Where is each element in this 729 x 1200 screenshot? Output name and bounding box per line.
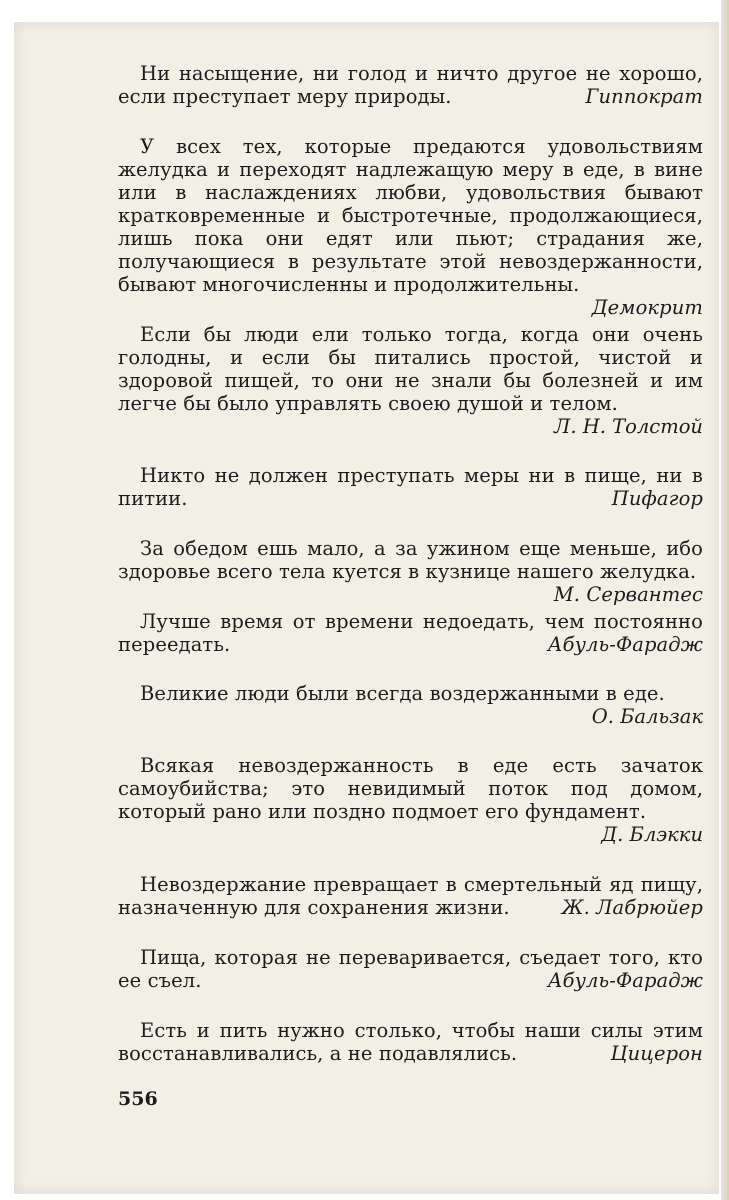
quote-author: Демокрит [591,296,703,319]
quote-text: Лучше время от времени недоедать, чем постоянно переедать. [118,610,703,656]
quote-text: За обедом ешь мало, а за ужином еще меньше, ибо здоровье всего тела куется в кузнице нашего желудка. [118,537,703,583]
quote-author: Абуль-Фарадж [547,969,703,992]
quotes-column [118,62,703,1065]
quote-author: Цицерон [610,1042,703,1065]
quote-text: Пища, которая не переваривается, съедает того, кто ее съел. [118,946,703,992]
quote-cicero [118,1019,703,1065]
quote-pythagoras [118,464,703,510]
quote-balzac [118,682,703,728]
quote-text: Никто не должен преступать меры ни в пище, ни в питии. [118,464,703,510]
quote-text: Всякая невоздержанность в еде есть зачаток самоубийства; это невидимый поток под домом, который рано или поздно подмоет его фундамент. [118,754,703,823]
page-edge [721,0,729,1200]
quote-cervantes [118,537,703,606]
quote-author: М. Сервантес [553,583,703,606]
page-number: 556 [118,1088,158,1110]
quote-author: Пифагор [611,487,703,510]
quote-author: Гиппократ [585,85,703,108]
quote-blackie [118,754,703,846]
quote-author: О. Бальзак [591,705,703,728]
quote-text: Ни насыщение, ни голод и ничто другое не хорошо, если преступает меру природы. [118,62,703,108]
quote-text: Есть и пить нужно столько, чтобы наши силы этим восстанавливались, а не подавлялись. [118,1019,703,1065]
quote-text: Великие люди были всегда воздержанными в еде. [140,682,665,705]
quote-abul-faraj-1 [118,610,703,656]
quote-democritus [118,135,703,319]
quote-author: Л. Н. Толстой [554,415,703,438]
quote-text: Если бы люди ели только тогда, когда они очень голодны, и если бы питались простой, чистой и здоровой пищей, то они не знали бы болезней и им легче бы было управлять своею душой и телом. [118,323,703,415]
quote-hippocrates [118,62,703,108]
quote-labruyere [118,873,703,919]
quote-text: Невоздержание превращает в смертельный яд пищу, назначенную для сохранения жизни. [118,873,703,919]
quote-tolstoy [118,323,703,438]
quote-text: У всех тех, которые предаются удовольствиям желудка и переходят надлежащую меру в еде, в вине или в наслаждениях любви, удовольствия бывают кратковременные и быстротечные, продолжающиеся, лишь пока они едят или пьют; страдания же, получающиеся в результате этой невоздержанности, бывают многочисленны и продолжительны. [118,135,703,296]
quote-author: Абуль-Фарадж [547,633,703,656]
quote-author: Д. Блэкки [601,823,703,846]
quote-author: Ж. Лабрюйер [561,896,703,919]
quote-abul-faraj-2 [118,946,703,992]
